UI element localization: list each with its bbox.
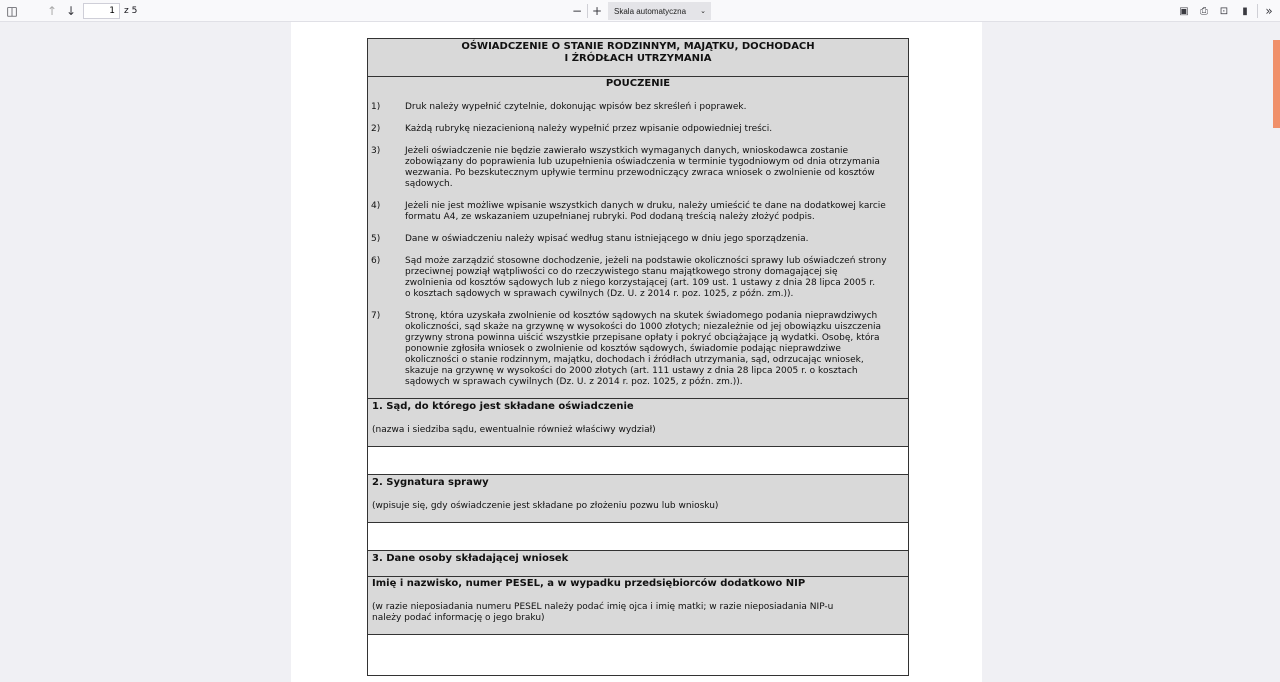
minus-icon: − <box>571 4 583 18</box>
item-number: 7) <box>371 311 381 321</box>
pdf-toolbar <box>0 0 1280 22</box>
item-line: zwolnienia od kosztów sądowych lub z niego korzystającej (art. 109 ust. 1 ustawy z dnia 28 lipca 2005 r. <box>405 278 876 288</box>
subsection-heading: Imię i nazwisko, numer PESEL, a w wypadku przedsiębiorców dodatkowo NIP <box>372 578 806 589</box>
bookmark-icon[interactable]: ▮ <box>1242 5 1248 17</box>
item-line: Sąd może zarządzić stosowne dochodzenie, jeżeli na podstawie okoliczności sprawy lub oświadczeń strony <box>405 256 887 266</box>
presentation-icon[interactable]: ▣ <box>1179 5 1189 17</box>
item-number: 5) <box>371 234 381 244</box>
item-line: sądowych w sprawach cywilnych (Dz. U. z 2014 r. poz. 1025, z późn. zm.)). <box>405 377 743 387</box>
section-note: należy podać informację o jego braku) <box>372 613 545 623</box>
print-icon[interactable]: ⎙ <box>1200 5 1208 17</box>
item-text <box>405 146 880 190</box>
instructions-section <box>368 77 908 399</box>
scale-select[interactable] <box>608 2 711 20</box>
item-line: formatu A4, ze wskazaniem uzupełnianej rubryki. Pod dodaną treścią należy złożyć podpis. <box>405 212 815 222</box>
item-line: wezwania. Po bezskutecznym upływie terminu przewodniczący zwraca wniosek o zwolnienie od kosztów <box>405 168 875 178</box>
section-heading: 3. Dane osoby składającej wniosek <box>372 553 569 564</box>
item-number: 3) <box>371 146 381 156</box>
case-number-field[interactable] <box>368 523 908 551</box>
item-line: okoliczności o stanie rodzinnym, majątku, dochodach i źródłach utrzymania, sąd, odrzucając wniosek, <box>405 355 864 365</box>
item-line: ponownie zgłosiła wniosek o zwolnienie od kosztów sądowych, świadomie podając nieprawdziwe <box>405 344 841 354</box>
item-line: zobowiązany do poprawienia lub uzupełnienia oświadczenia w terminie tygodniowym od dnia otrzymania <box>405 157 880 167</box>
section-note: (w razie nieposiadania numeru PESEL należy podać imię ojca i imię matki; w razie nieposiadania NIP-u <box>372 602 834 612</box>
section-heading: 1. Sąd, do którego jest składane oświadczenie <box>372 401 634 412</box>
item-line: Jeżeli nie jest możliwe wpisanie wszystkich danych w druku, należy umieścić te dane na dodatkowej karcie <box>405 201 886 211</box>
item-line: Jeżeli oświadczenie nie będzie zawierało wszystkich wymaganych danych, wnioskodawca zostanie <box>405 146 849 156</box>
applicant-name-field[interactable] <box>368 635 908 675</box>
instructions-heading: POUCZENIE <box>605 78 671 89</box>
item-text <box>405 102 747 113</box>
item-line: skazuje na grzywnę w wysokości do 2000 złotych (art. 111 ustawy z dnia 28 lipca 2005 r. o kosztach <box>405 366 858 376</box>
title-line: I ŹRÓDŁACH UTRZYMANIA <box>564 53 712 64</box>
sidebar-toggle-icon[interactable]: ◫ <box>6 4 18 18</box>
zoom-in-button[interactable] <box>590 3 604 19</box>
item-text <box>405 201 886 223</box>
pdf-page <box>291 22 982 682</box>
arrow-down-icon[interactable]: ↓ <box>65 4 77 18</box>
section-note: (nazwa i siedziba sądu, ewentualnie również właściwy wydział) <box>372 425 656 435</box>
item-line: przeciwnej powziął wątpliwości co do rzeczywistego stanu majątkowego strony domagającej się <box>405 267 838 277</box>
item-text <box>405 311 881 388</box>
page-number-input[interactable] <box>83 3 120 19</box>
item-line: o kosztach sądowych w sprawach cywilnych (Dz. U. z 2014 r. poz. 1025, z późn. zm.)). <box>405 289 794 299</box>
form-title <box>368 39 908 77</box>
item-number: 1) <box>371 102 381 112</box>
item-line: Każdą rubrykę niezacienioną należy wypełnić przez wpisanie odpowiedniej treści. <box>405 124 773 134</box>
double-chevron-right-icon[interactable]: » <box>1265 4 1273 18</box>
item-text <box>405 234 809 245</box>
item-text <box>405 124 772 135</box>
item-line: Stronę, która uzyskała zwolnienie od kosztów sądowych na skutek świadomego podania nieprawdziwych <box>405 311 878 321</box>
scrollbar-thumb[interactable] <box>1273 40 1280 128</box>
declaration-form <box>367 38 909 676</box>
item-line: okoliczności, sąd skaże na grzywnę w wysokości do 1000 złotych; niezależnie od jej obowiązku uiszczenia <box>405 322 882 332</box>
item-line: Dane w oświadczeniu należy wpisać według stanu istniejącego w dniu jego sporządzenia. <box>405 234 809 244</box>
section-case-number <box>368 475 908 523</box>
item-number: 4) <box>371 201 381 211</box>
item-text <box>405 256 887 300</box>
plus-icon: + <box>591 4 603 18</box>
zoom-out-button[interactable] <box>570 3 584 19</box>
arrow-up-icon[interactable]: ↑ <box>46 4 58 18</box>
section-applicant <box>368 551 908 577</box>
section-court <box>368 399 908 447</box>
applicant-name-section <box>368 577 908 635</box>
chevron-down-icon: ⌄ <box>700 8 706 15</box>
court-field[interactable] <box>368 447 908 475</box>
scale-value: Skala automatyczna <box>614 6 687 16</box>
item-number: 2) <box>371 124 381 134</box>
title-line: OŚWIADCZENIE O STANIE RODZINNYM, MAJĄTKU, DOCHODACH <box>461 41 815 52</box>
item-line: Druk należy wypełnić czytelnie, dokonując wpisów bez skreśleń i poprawek. <box>405 102 747 112</box>
item-number: 6) <box>371 256 381 266</box>
section-heading: 2. Sygnatura sprawy <box>372 477 489 488</box>
save-icon[interactable]: ⊡ <box>1219 5 1229 17</box>
page-total-label: z 5 <box>124 6 138 16</box>
item-line: grzywny strona powinna uiścić wszystkie przepisane opłaty i pokryć obciążające ją wydatki. Osobę, która <box>405 333 880 343</box>
section-note: (wpisuje się, gdy oświadczenie jest składane po złożeniu pozwu lub wniosku) <box>372 501 719 511</box>
item-line: sądowych. <box>405 179 453 189</box>
